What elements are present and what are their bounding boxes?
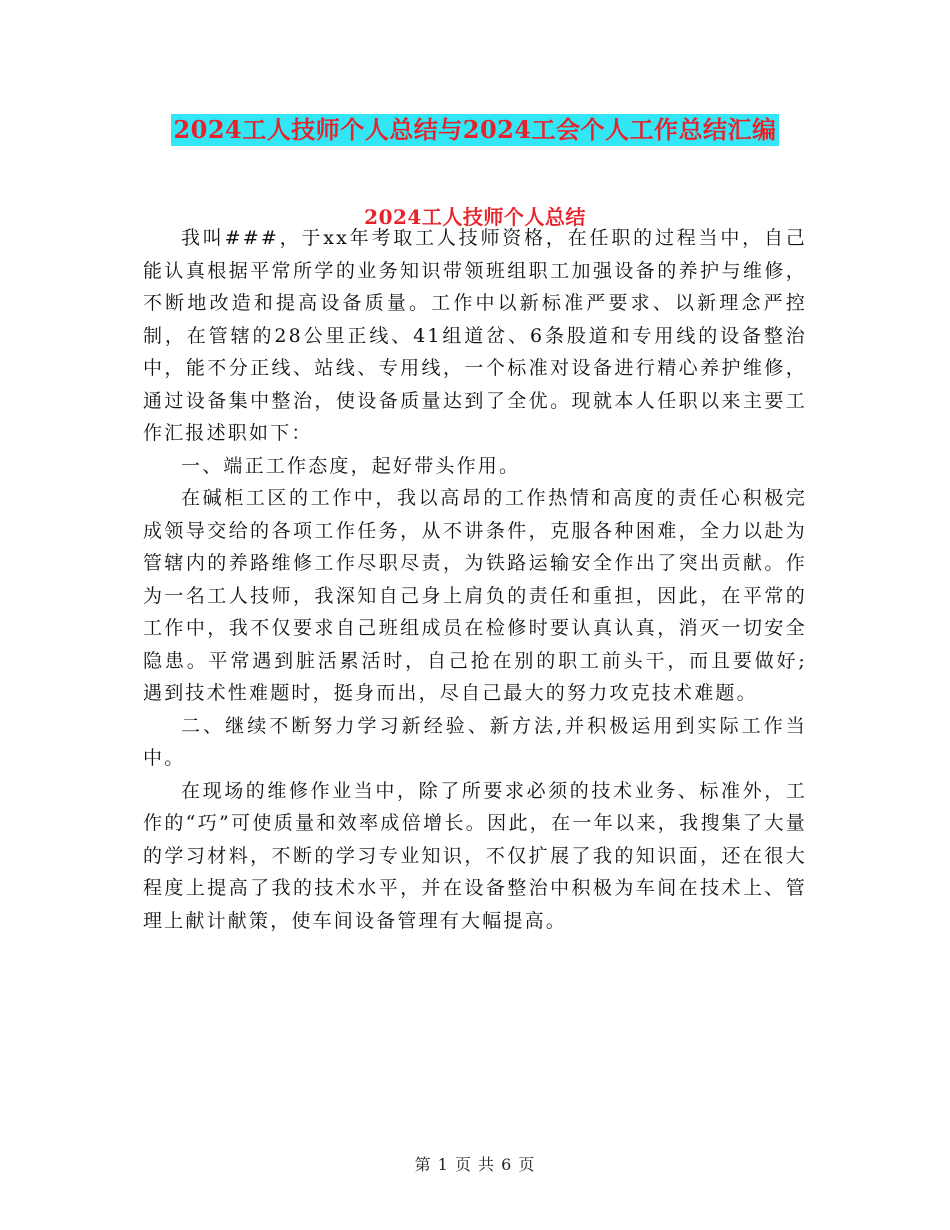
document-body xyxy=(143,222,807,937)
main-title: 2024工人技师个人总结与2024工会个人工作总结汇编 xyxy=(173,115,777,144)
paragraph-intro: 我叫###，于xx年考取工人技师资格，在任职的过程当中，自己能认真根据平常所学的业务知识带领班组职工加强设备的养护与维修，不断地改造和提高设备质量。工作中以新标准严要求、以新理念严控制，在管辖的28公里正线、41组道岔、6条股道和专用线的设备整治中，能不分正线、站线、专用线，一个标准对设备进行精心养护维修，通过设备集中整治，使设备质量达到了全优。现就本人任职以来主要工作汇报述职如下： xyxy=(143,227,807,444)
paragraph-learning: 在现场的维修作业当中，除了所要求必须的技术业务、标准外，工作的“巧”可使质量和效率成倍增长。因此，在一年以来，我搜集了大量的学习材料，不断的学习专业知识，不仅扩展了我的知识面，还在很大程度上提高了我的技术水平，并在设备整治中积极为车间在技术上、管理上献计献策，使车间设备管理有大幅提高。 xyxy=(143,779,807,932)
heading-one: 一、端正工作态度，起好带头作用。 xyxy=(181,454,521,477)
heading-two: 二、继续不断努力学习新经验、新方法,并积极运用到实际工作当中。 xyxy=(143,714,807,769)
section-title: 2024工人技师个人总结 xyxy=(364,205,586,229)
paragraph-attitude: 在碱柜工区的工作中，我以高昂的工作热情和高度的责任心积极完成领导交给的各项工作任务，从不讲条件，克服各种困难，全力以赴为管辖内的养路维修工作尽职尽责，为铁路运输安全作出了突出贡献。作为一名工人技师，我深知自己身上肩负的责任和重担，因此，在平常的工作中，我不仅要求自己班组成员在检修时要认真认真，消灭一切安全隐患。平常遇到脏活累活时，自己抢在别的职工前头干，而且要做好;遇到技术性难题时，挺身而出，尽自己最大的努力攻克技术难题。 xyxy=(143,487,807,704)
page-footer: 第 1 页 共 6 页 xyxy=(414,1155,536,1174)
main-title-container xyxy=(0,114,950,146)
